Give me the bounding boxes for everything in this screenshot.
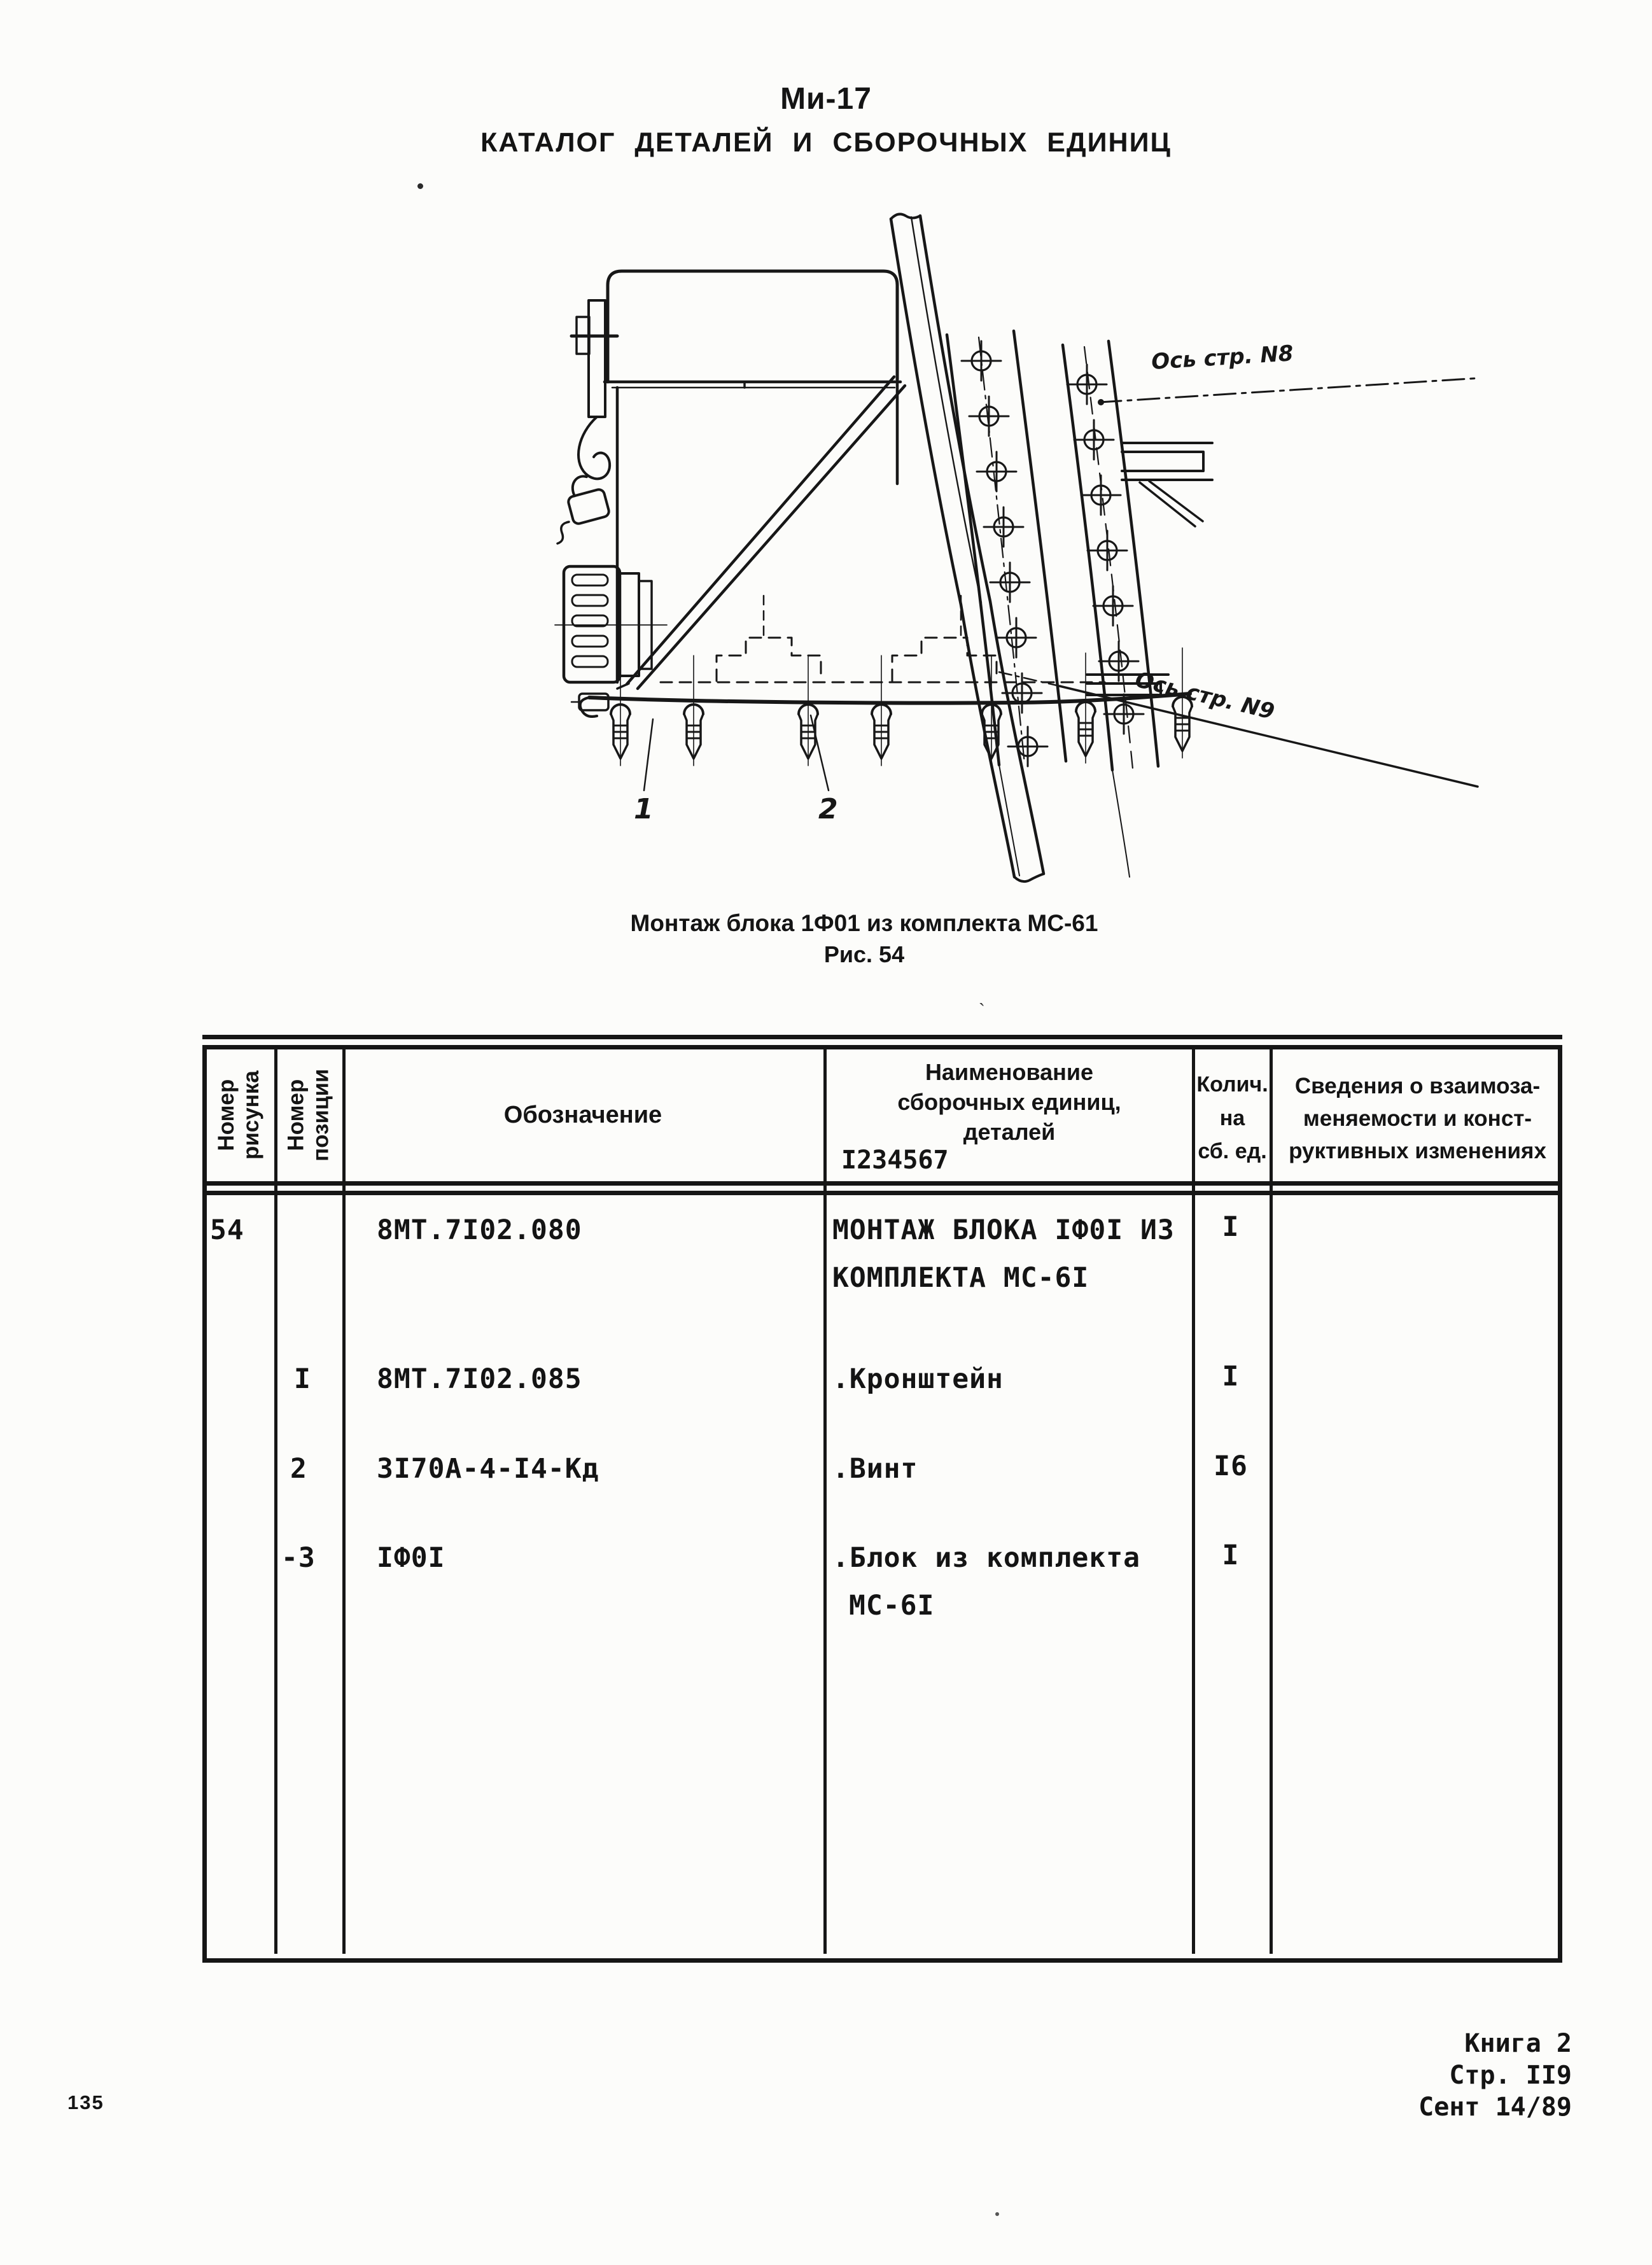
header-qty-line2: на xyxy=(1219,1105,1245,1130)
row4-qty: I xyxy=(1222,1539,1240,1571)
figure-caption-text: Монтаж блока 1Ф01 из комплекта МС-61 xyxy=(630,910,1098,936)
axis-leader-n9 xyxy=(999,672,1478,787)
header-fig-number xyxy=(202,1051,274,1179)
row4-name-line2: МС-6I xyxy=(849,1590,935,1622)
header-pos-number xyxy=(274,1051,342,1179)
header-qty-line3: сб. ед. xyxy=(1198,1139,1267,1164)
header-name-line1: Наименование xyxy=(925,1059,1094,1085)
header-name-code: I234567 xyxy=(841,1146,949,1175)
header-notes-line1: Сведения о взаимоза- xyxy=(1294,1074,1541,1098)
block-lid xyxy=(605,271,900,388)
frame-flange-inner xyxy=(947,331,1066,876)
footer-date: Сент 14/89 xyxy=(1418,2093,1572,2122)
callout-1-label: 1 xyxy=(634,793,654,825)
col-sep-2 xyxy=(342,1045,346,1954)
connector xyxy=(555,566,667,682)
header-notes-line3: руктивных изменениях xyxy=(1289,1138,1546,1163)
axis-label-stringer-8: Ось стр. N8 xyxy=(1151,340,1294,375)
row3-designation: 3I70А-4-I4-Кд xyxy=(377,1453,599,1485)
axis-label-stringer-9: Ось стр. N9 xyxy=(1132,666,1277,725)
skin-strip xyxy=(891,214,1044,881)
sheet-number: 135 xyxy=(67,2091,104,2114)
assembly-drawing-svg xyxy=(554,210,1495,894)
block-body xyxy=(617,377,905,689)
row1-name-line2: КОМПЛЕКТА МС-6I xyxy=(832,1262,1089,1294)
row1-name: МОНТАЖ БЛОКА IФ0I ИЗ xyxy=(832,1214,1175,1246)
callout-2-label: 2 xyxy=(818,793,838,825)
col-sep-3 xyxy=(823,1045,827,1954)
header-qty xyxy=(1195,1068,1270,1168)
footer-book: Книга 2 xyxy=(1464,2029,1572,2058)
header-notes-line2: меняемости и конст- xyxy=(1303,1105,1532,1131)
header-name-line3: деталей xyxy=(963,1118,1056,1145)
page-title: Ми-17 xyxy=(780,82,872,116)
header-pos-line2: позиции xyxy=(308,1069,333,1161)
catalog-title: КАТАЛОГ ДЕТАЛЕЙ И СБОРОЧНЫХ ЕДИНИЦ xyxy=(480,127,1172,158)
row4-name: .Блок из комплекта xyxy=(832,1542,1140,1574)
header-qty-line1: Колич. xyxy=(1196,1072,1268,1097)
row1-fig-number: 54 xyxy=(210,1214,244,1246)
footer-page: Стр. II9 xyxy=(1449,2061,1572,2090)
latch-clamp xyxy=(557,300,617,543)
figure-caption xyxy=(631,910,1098,968)
row1-qty: I xyxy=(1222,1211,1240,1243)
bracket-hidden-outline xyxy=(661,596,1105,682)
col-sep-4 xyxy=(1192,1045,1195,1954)
header-designation: Обозначение xyxy=(503,1101,662,1128)
row3-name: .Винт xyxy=(832,1453,918,1485)
header-notes xyxy=(1273,1070,1562,1167)
row3-pos-number: 2 xyxy=(290,1453,307,1485)
header-fig-line2: рисунка xyxy=(238,1070,263,1160)
frame-flange-outer xyxy=(1063,341,1158,877)
row2-name: .Кронштейн xyxy=(832,1363,1004,1395)
header-fig-line1: Номер xyxy=(213,1079,239,1151)
row3-qty: I6 xyxy=(1214,1450,1248,1482)
figure-number: Рис. 54 xyxy=(823,941,905,967)
axis-leader-n8 xyxy=(1098,378,1480,405)
row4-pos-number: -3 xyxy=(281,1542,316,1574)
rivet-row-outer xyxy=(1067,365,1144,734)
stringer-8-fitting xyxy=(1122,443,1212,526)
row2-pos-number: I xyxy=(294,1363,311,1395)
table-header-rule-2 xyxy=(202,1191,1562,1195)
scan-speck-bottom xyxy=(995,2212,999,2216)
figure-drawing xyxy=(554,210,1495,894)
scan-speck xyxy=(417,183,423,189)
scan-tick: ` xyxy=(979,1000,985,1021)
row4-designation: IФ0I xyxy=(377,1542,445,1574)
col-sep-1 xyxy=(274,1045,277,1954)
row2-designation: 8МТ.7I02.085 xyxy=(377,1363,582,1395)
row1-designation: 8МТ.7I02.080 xyxy=(377,1214,582,1246)
table-header-rule-1 xyxy=(202,1181,1562,1186)
header-name-line2: сборочных единиц, xyxy=(897,1088,1121,1115)
row2-qty: I xyxy=(1222,1361,1240,1392)
col-sep-5 xyxy=(1270,1045,1273,1954)
header-name xyxy=(827,1058,1192,1147)
table-top-rule xyxy=(202,1035,1562,1039)
header-pos-line1: Номер xyxy=(283,1079,309,1151)
